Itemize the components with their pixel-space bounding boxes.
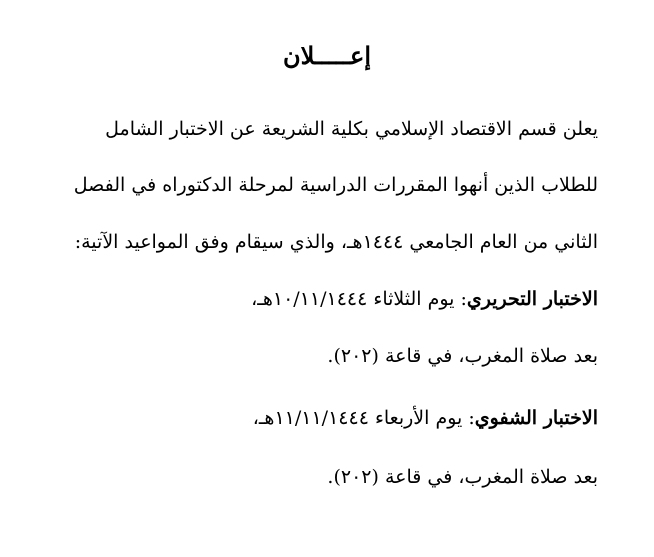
written-exam-line — [38, 284, 598, 314]
written-exam-label: الاختبار التحريري — [466, 288, 598, 310]
body-line-2: للطلاب الذين أنهوا المقررات الدراسية لمرحلة الدكتوراه في الفصل — [73, 174, 598, 196]
oral-exam-details: بعد صلاة المغرب، في قاعة (٢٠٢). — [327, 466, 598, 488]
oral-exam-line — [38, 403, 598, 433]
body-line-3: الثاني من العام الجامعي ١٤٤٤هـ، والذي سيقام وفق المواعيد الآتية: — [74, 231, 598, 253]
written-exam-date: : يوم الثلاثاء ١٠/١١/١٤٤٤هـ، — [251, 288, 467, 310]
written-exam-details: بعد صلاة المغرب، في قاعة (٢٠٢). — [327, 345, 598, 367]
oral-exam-label: الاختبار الشفوي — [474, 407, 598, 429]
announcement-title: إعـــــلان — [282, 41, 372, 70]
oral-exam-date: : يوم الأربعاء ١١/١١/١٤٤٤هـ، — [252, 407, 475, 429]
body-line-1: يعلن قسم الاقتصاد الإسلامي بكلية الشريعة عن الاختبار الشامل — [105, 118, 598, 140]
